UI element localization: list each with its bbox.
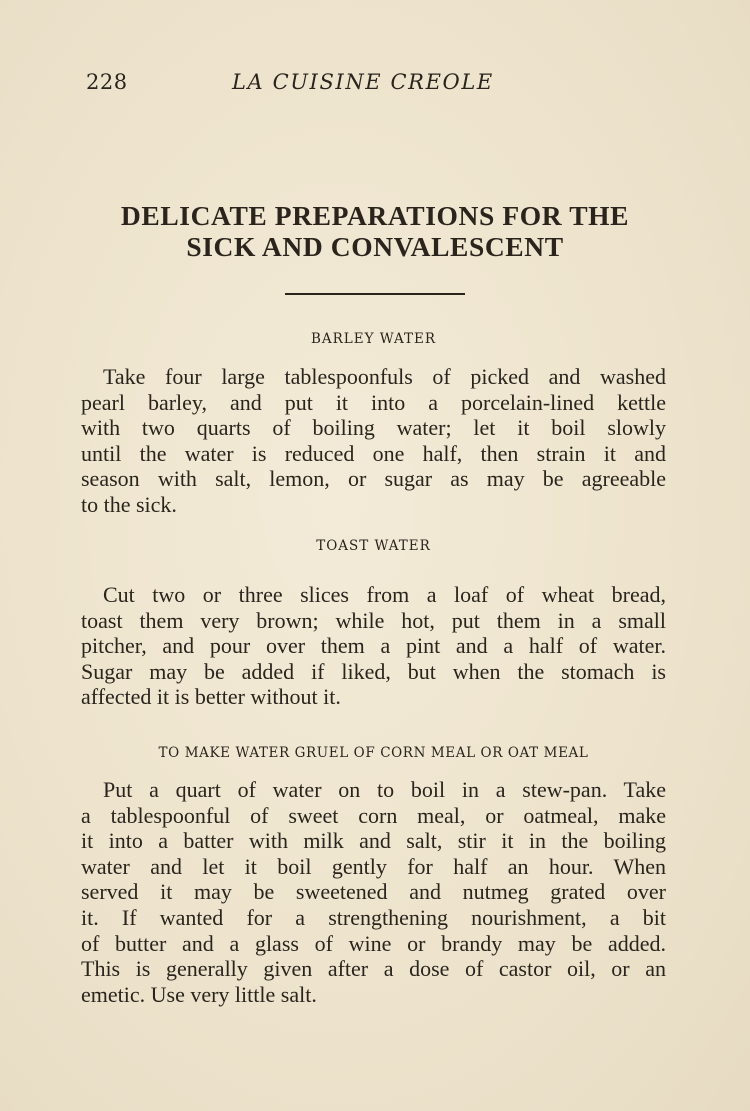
text-line: pitcher, and pour over them a pint and a half of water. <box>81 633 666 659</box>
text-line: affected it is better without it. <box>81 684 341 710</box>
text-line: Cut two or three slices from a loaf of wheat bread, <box>103 582 666 607</box>
text-line: it. If wanted for a strengthening nourishment, a bit <box>81 904 666 930</box>
text-line: emetic. Use very little salt. <box>81 981 317 1007</box>
recipe-text-barley-water <box>81 364 666 518</box>
text-line: season with salt, lemon, or sugar as may be agreeable <box>81 466 666 492</box>
section-heading-barley-water: BARLEY WATER <box>310 331 437 347</box>
text-line: Put a quart of water on to boil in a stew-pan. Take <box>103 777 666 802</box>
recipe-text-water-gruel <box>81 777 666 1007</box>
page-number: 228 <box>86 70 128 94</box>
text-line: Sugar may be added if liked, but when the stomach is <box>81 658 666 684</box>
text-line: a tablespoonful of sweet corn meal, or oatmeal, make <box>81 802 666 828</box>
text-line: of butter and a glass of wine or brandy may be added. <box>81 930 666 956</box>
title-divider-rule <box>285 293 465 295</box>
text-line: served it may be sweetened and nutmeg grated over <box>81 879 666 905</box>
book-title: LA CUISINE CREOLE <box>232 70 494 94</box>
text-line: toast them very brown; while hot, put them in a small <box>81 607 666 633</box>
running-head <box>86 70 666 100</box>
section-heading-toast-water: TOAST WATER <box>316 538 431 554</box>
text-line: pearl barley, and put it into a porcelain-lined kettle <box>81 389 666 415</box>
text-line: water and let it boil gently for half an hour. When <box>81 853 666 879</box>
text-line: This is generally given after a dose of castor oil, or an <box>81 956 666 982</box>
text-line: until the water is reduced one half, then strain it and <box>81 440 666 466</box>
chapter-title-line-1: DELICATE PREPARATIONS FOR THE <box>120 200 630 231</box>
section-heading-water-gruel: TO MAKE WATER GRUEL OF CORN MEAL OR OAT MEAL <box>158 745 589 761</box>
text-line: to the sick. <box>81 491 177 517</box>
recipe-text-toast-water <box>81 582 666 710</box>
text-line: it into a batter with milk and salt, stir it in the boiling <box>81 828 666 854</box>
chapter-title-line-2: SICK AND CONVALESCENT <box>186 231 564 262</box>
chapter-title <box>80 200 670 262</box>
text-line: with two quarts of boiling water; let it boil slowly <box>81 415 666 441</box>
text-line: Take four large tablespoonfuls of picked and washed <box>103 364 666 389</box>
